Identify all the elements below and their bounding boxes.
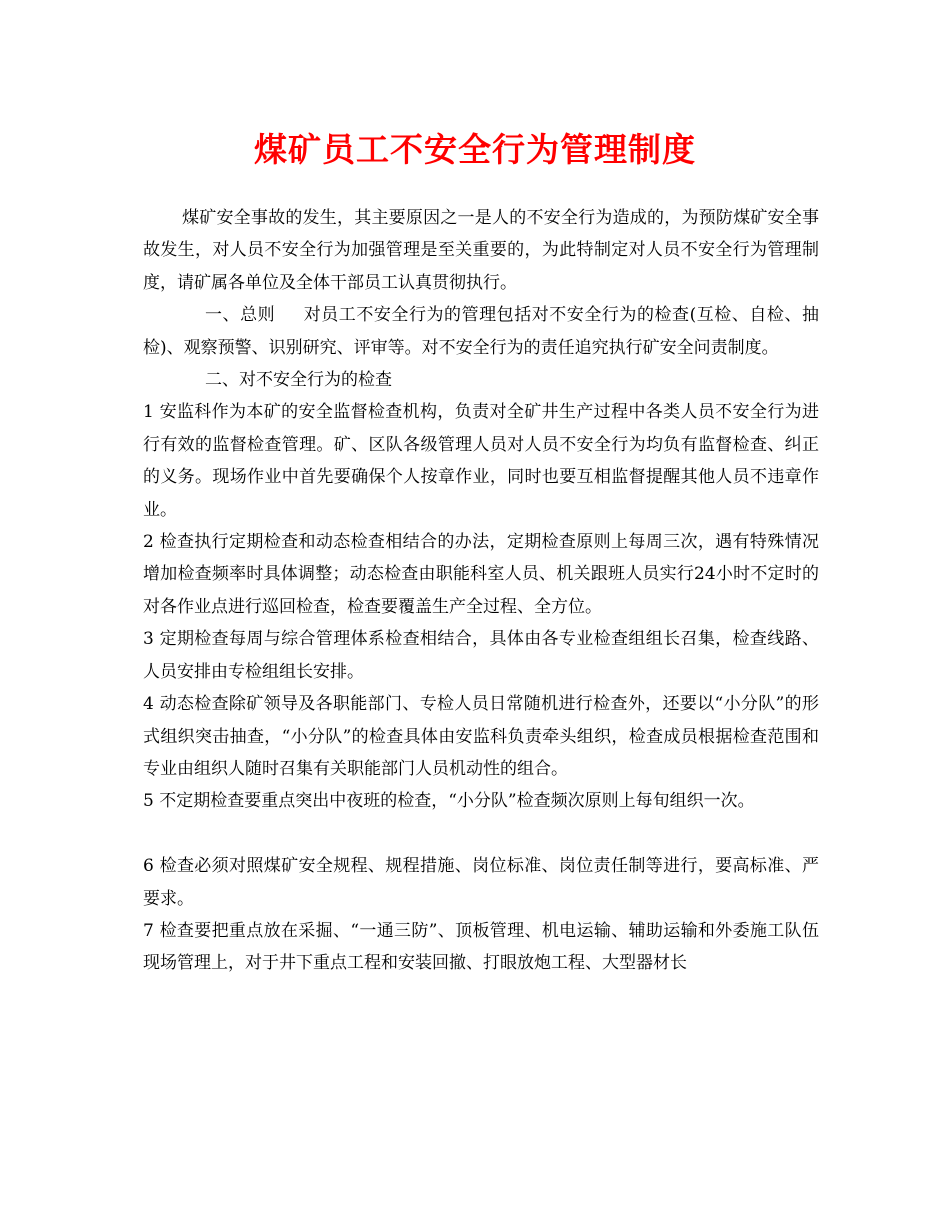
clause-2: 2 检查执行定期检查和动态检查相结合的办法，定期检查原则上每周三次，遇有特殊情况增加检查频率时具体调整；动态检查由职能科室人员、机关跟班人员实行24小时不定时的对各作业点进行巡回检查，检查要覆盖生产全过程、全方位。 xyxy=(143,532,819,617)
clause-3: 3 定期检查每周与综合管理体系检查相结合，具体由各专业检查组组长召集，检查线路、人员安排由专检组组长安排。 xyxy=(143,629,819,682)
clause-6: 6 检查必须对照煤矿安全规程、规程措施、岗位标准、岗位责任制等进行，要高标准、严要求。 xyxy=(143,856,819,909)
section-heading-inspection: 二、对不安全行为的检查 xyxy=(205,370,392,391)
clause-7: 7 检查要把重点放在采掘、“一通三防”、顶板管理、机电运输、辅助运输和外委施工队伍现场管理上，对于井下重点工程和安装回撤、打眼放炮工程、大型器材长 xyxy=(143,920,819,974)
section-heading-general: 一、总则 xyxy=(205,305,276,326)
document-title: 煤矿员工不安全行为管理制度 xyxy=(254,130,696,169)
clause-1: 1 安监科作为本矿的安全监督检查机构，负责对全矿井生产过程中各类人员不安全行为进行有效的监督检查管理。矿、区队各级管理人员对人员不安全行为均负有监督检查、纠正的义务。现场作业中首先要确保个人按章作业，同时也要互相监督提醒其他人员不违章作业。 xyxy=(143,402,819,520)
blank-line xyxy=(143,818,819,850)
section-general xyxy=(143,299,819,364)
document-body xyxy=(143,202,819,980)
intro-paragraph: 煤矿安全事故的发生，其主要原因之一是人的不安全行为造成的，为预防煤矿安全事故发生，对人员不安全行为加强管理是至关重要的，为此特制定对人员不安全行为管理制度，请矿属各单位及全体干部员工认真贯彻执行。 xyxy=(143,208,819,293)
general-paragraph: 对员工不安全行为的管理包括对不安全行为的检查(互检、自检、抽检)、观察预警、识别研究、评审等。对不安全行为的责任追究执行矿安全问责制度。 xyxy=(143,305,820,358)
clause-4: 4 动态检查除矿领导及各职能部门、专检人员日常随机进行检查外，还要以“小分队”的形式组织突击抽查，“小分队”的检查具体由安监科负责牵头组织，检查成员根据检查范围和专业由组织人随时召集有关职能部门人员机动性的组合。 xyxy=(143,694,819,779)
clause-5: 5 不定期检查要重点突出中夜班的检查，“小分队”检查频次原则上每旬组织一次。 xyxy=(143,791,755,812)
